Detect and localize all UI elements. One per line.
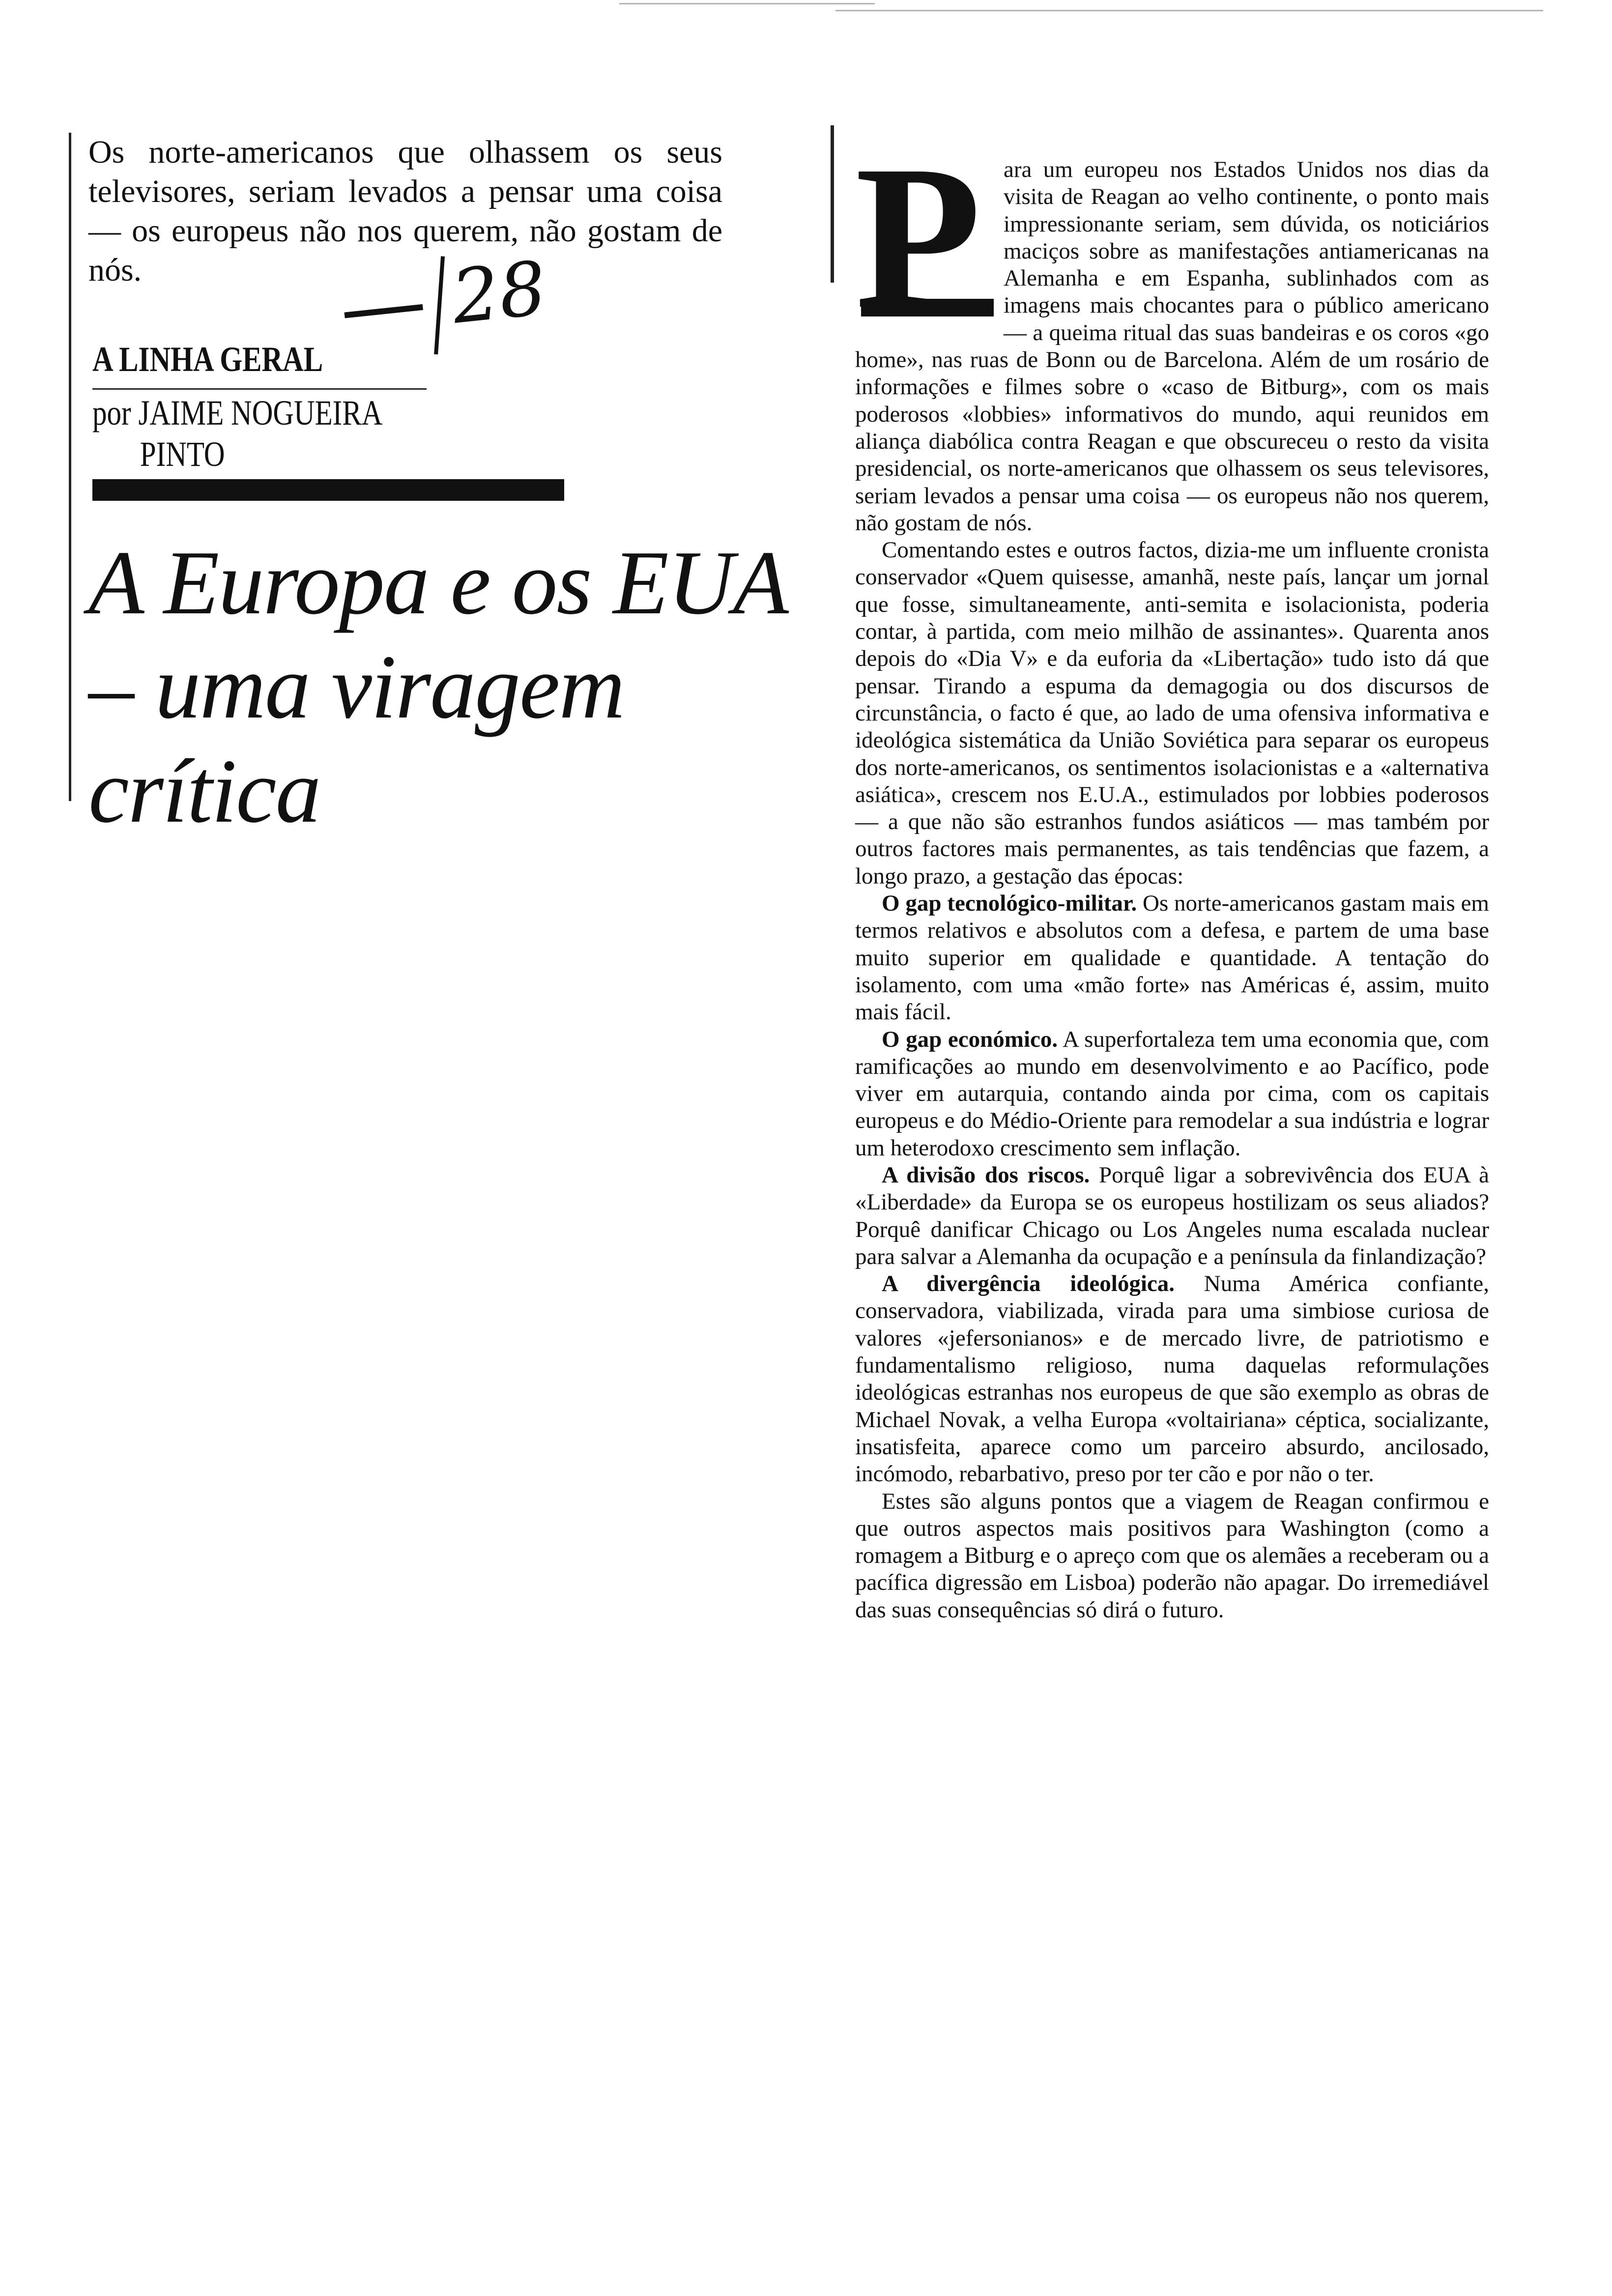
right-column-rule [831, 125, 834, 283]
section-label-underline [92, 388, 427, 390]
scan-edge-line [835, 10, 1543, 11]
paragraph-text: Numa América confiante, conservadora, viabilizada, virada para uma simbiose curiosa de valores «jefersonianos» e de mercado livre, de patriotismo e fundamentalismo religioso, numa daquelas reformulações ideológicas estranhas nos europeus de que são exemplo as obras de Michael Novak, a velha Europa «voltairiana» céptica, socializante, insatisfeita, aparece como um parceiro absurdo, ancilosado, incómodo, rebarbativo, preso por ter cão e por não o ter. [855, 1271, 1489, 1487]
byline-author-continued: PINTO [140, 434, 225, 474]
handwritten-number: 28 [448, 245, 550, 341]
headline-line: crítica [88, 741, 320, 842]
paragraph-lead-in: O gap económico. [882, 1026, 1058, 1052]
headline-line: – uma viragem [88, 636, 624, 738]
paragraph-lead-in: A divisão dos riscos. [882, 1162, 1090, 1188]
headline-line: A Europa e os EUA [88, 532, 788, 633]
section-label: A LINHA GERAL [92, 340, 323, 379]
paragraph-lead-in: A divergência ideológica. [882, 1271, 1175, 1297]
drop-cap: P [855, 123, 981, 351]
headline [88, 531, 788, 843]
article-paragraph [855, 1270, 1489, 1488]
article-paragraph: Estes são alguns pontos que a viagem de Reagan confirmou e que outros aspectos mais positivos para Washington (como a romagem a Bitburg e o apreço com que os alemães a receberam ou a pacífica digressão em Lisboa) poderão não apagar. Do irremediável das suas consequências só dirá o futuro. [855, 1488, 1489, 1623]
paragraph-text: Porquê ligar a sobrevivência dos EUA à «Liberdade» da Europa se os europeus hostilizam os seus aliados? Porquê danificar Chicago ou Los Angeles numa escalada nuclear para salvar a Alemanha da ocupação e a península da finlandização? [855, 1162, 1489, 1269]
paragraph-lead-in: O gap tecnológico-militar. [882, 890, 1137, 917]
handwritten-stroke [434, 256, 445, 354]
article-paragraph [855, 890, 1489, 1026]
drop-cap-box [855, 123, 1004, 351]
article-paragraph: Comentando estes e outros factos, dizia-me um influente cronista conservador «Quem quisesse, amanhã, neste país, lançar um jornal que fosse, simultaneamente, anti-semita e isolacionista, poderia contar, à partida, com meio milhão de assinantes». Quarenta anos depois do «Dia V» e da euforia da «Libertação» tudo isto dá que pensar. Tirando a espuma da demagogia ou dos discursos de circunstância, o facto é que, ao lado de uma ofensiva informativa e ideológica sistemática da União Soviética para separar os europeus dos norte-americanos, os sentimentos isolacionistas e a «alternativa asiática», crescem nos E.U.A., estimulados por lobbies poderosos — a que não são estranhos fundos asiáticos — mas também por outros factores mais permanentes, as tais tendências que fazem, a longo prazo, a gestação das épocas: [855, 537, 1489, 889]
pull-quote: Os norte-americanos que olhassem os seus televisores, seriam levados a pensar uma coisa — os europeus não nos querem, não gostam de nós. [88, 134, 722, 288]
byline-prefix: por [92, 393, 131, 432]
handwritten-annotation [340, 245, 552, 364]
article-body [855, 123, 1489, 1624]
left-column-rule [69, 133, 71, 801]
paragraph-text: A superfortaleza tem uma economia que, com ramificações ao mundo em desenvolvimento e ao Pacífico, pode viver em autarquia, contando ainda por cima, com os capitais europeus e do Médio-Oriente para remodelar a sua indústria e lograr um heterodoxo crescimento sem inflação. [855, 1026, 1489, 1161]
byline-divider-bar [92, 479, 564, 501]
byline [92, 392, 382, 475]
handwritten-dash [345, 304, 423, 318]
article-paragraph [855, 123, 1489, 537]
paragraph-text: Os norte-americanos gastam mais em termos relativos e absolutos com a defesa, e partem de uma base muito superior em qualidade e quantidade. A tentação do isolamento, com uma «mão forte» nas Américas é, assim, muito mais fácil. [855, 890, 1489, 1025]
article-paragraph [855, 1162, 1489, 1270]
paragraph-text: ara um europeu nos Estados Unidos nos dias da visita de Reagan ao velho continente, o ponto mais impressionante seriam, sem dúvida, os noticiários maciços sobre as manifestações antiamericanas na Alemanha e em Espanha, sublinhados com as imagens mais chocantes para o público americano — a queima ritual das suas bandeiras e os coros «go home», nas ruas de Bonn ou de Barcelona. Além de um rosário de informações e filmes sobre o «caso de Bitburg», com os mais poderosos «lobbies» informativos do mundo, aqui reunidos em aliança diabólica contra Reagan e que obscureceu o resto da visita presidencial, os norte-americanos que olhassem os seus televisores, seriam levados a pensar uma coisa — os europeus não nos querem, não gostam de nós. [855, 157, 1489, 536]
byline-author: JAIME NOGUEIRA [138, 393, 383, 432]
article-paragraph [855, 1026, 1489, 1162]
scan-edge-line [619, 3, 875, 4]
